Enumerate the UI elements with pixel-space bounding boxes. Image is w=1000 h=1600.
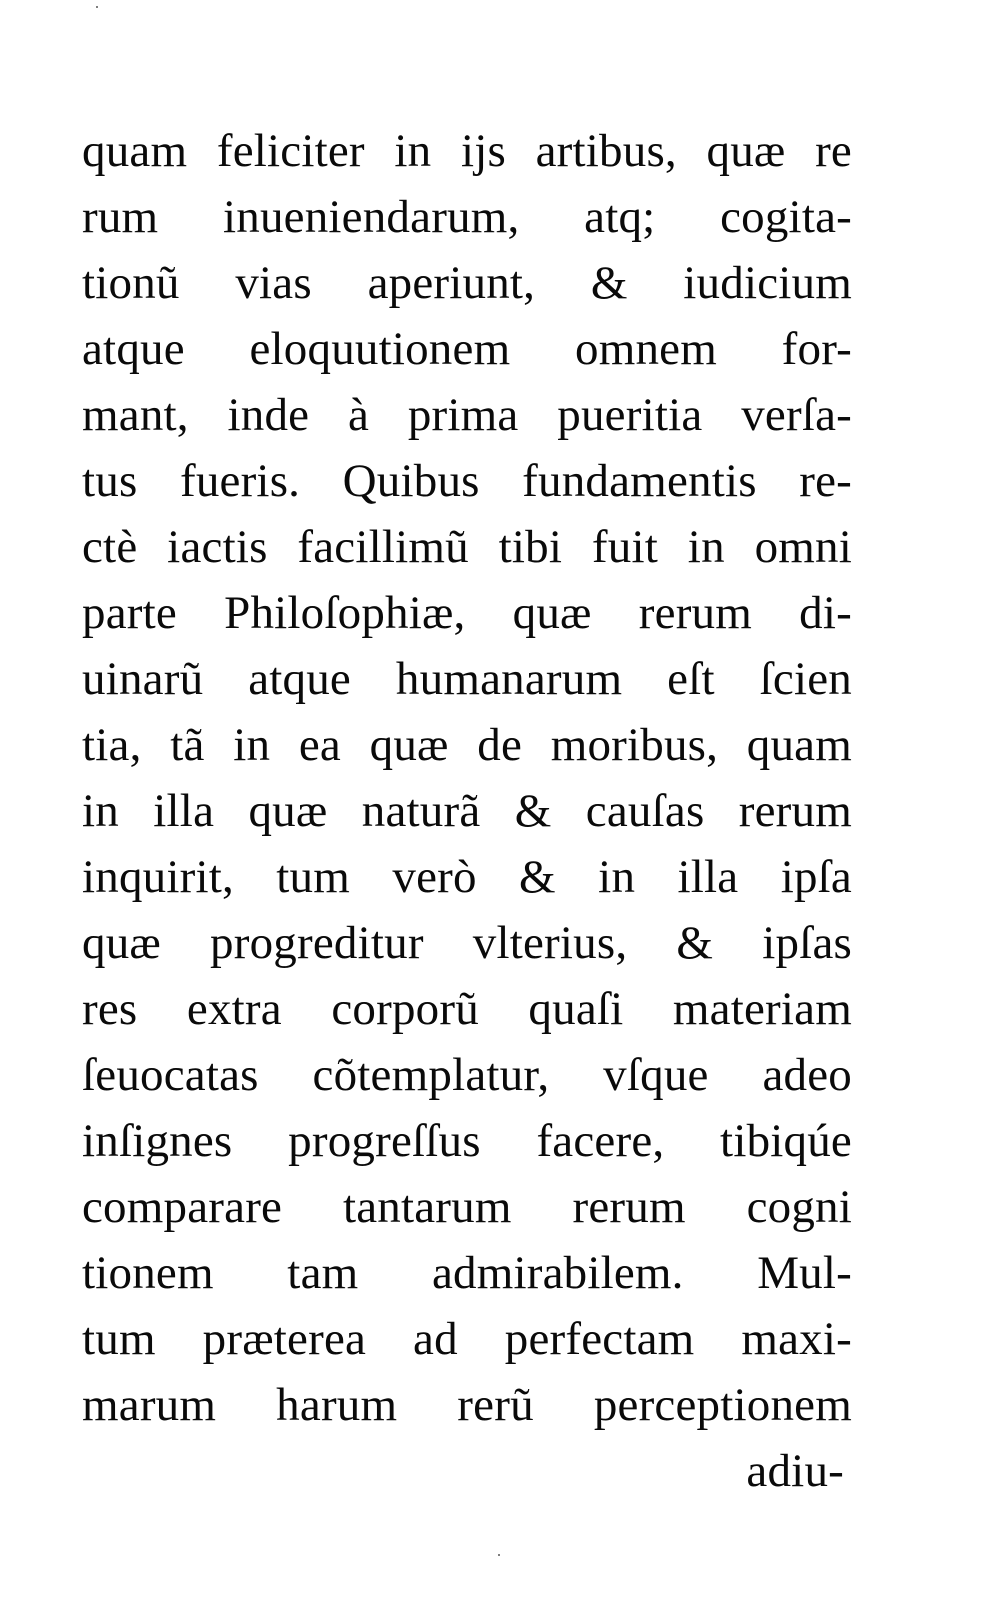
text-line: uinarũ atque humanarum eſt ſcien [82, 653, 852, 705]
text-line: res extra corporũ quaſi materiam [82, 983, 852, 1035]
text-line: mant, inde à prima pueritia verſa- [82, 389, 852, 441]
body-text [82, 118, 852, 1504]
text-line: inſignes progreſſus facere, tibiqúe [82, 1115, 852, 1167]
text-line: tionũ vias aperiunt, & iudicium [82, 257, 852, 309]
text-line: comparare tantarum rerum cogni [82, 1181, 852, 1233]
text-line: quam feliciter in ijs artibus, quæ re [82, 125, 852, 177]
text-line: tum præterea ad perfectam maxi- [82, 1313, 852, 1365]
text-line: quæ progreditur vlterius, & ipſas [82, 917, 852, 969]
text-line: tus fueris. Quibus fundamentis re- [82, 455, 852, 507]
ink-speck [96, 6, 98, 8]
text-line: atque eloquutionem omnem for- [82, 323, 852, 375]
text-line: tia, tã in ea quæ de moribus, quam [82, 719, 852, 771]
text-line: marum harum rerũ perceptionem [82, 1379, 852, 1431]
catchword: adiu- [746, 1445, 844, 1497]
text-line: rum inueniendarum, atq; cogita- [82, 191, 852, 243]
text-line: parte Philoſophiæ, quæ rerum di- [82, 587, 852, 639]
text-line: ſeuocatas cõtemplatur, vſque adeo [82, 1049, 852, 1101]
text-line: in illa quæ naturã & cauſas rerum [82, 785, 852, 837]
ink-speck [498, 1554, 500, 1556]
text-line: tionem tam admirabilem. Mul- [82, 1247, 852, 1299]
text-line: inquirit, tum verò & in illa ipſa [82, 851, 852, 903]
text-line: ctè iactis facillimũ tibi fuit in omni [82, 521, 852, 573]
